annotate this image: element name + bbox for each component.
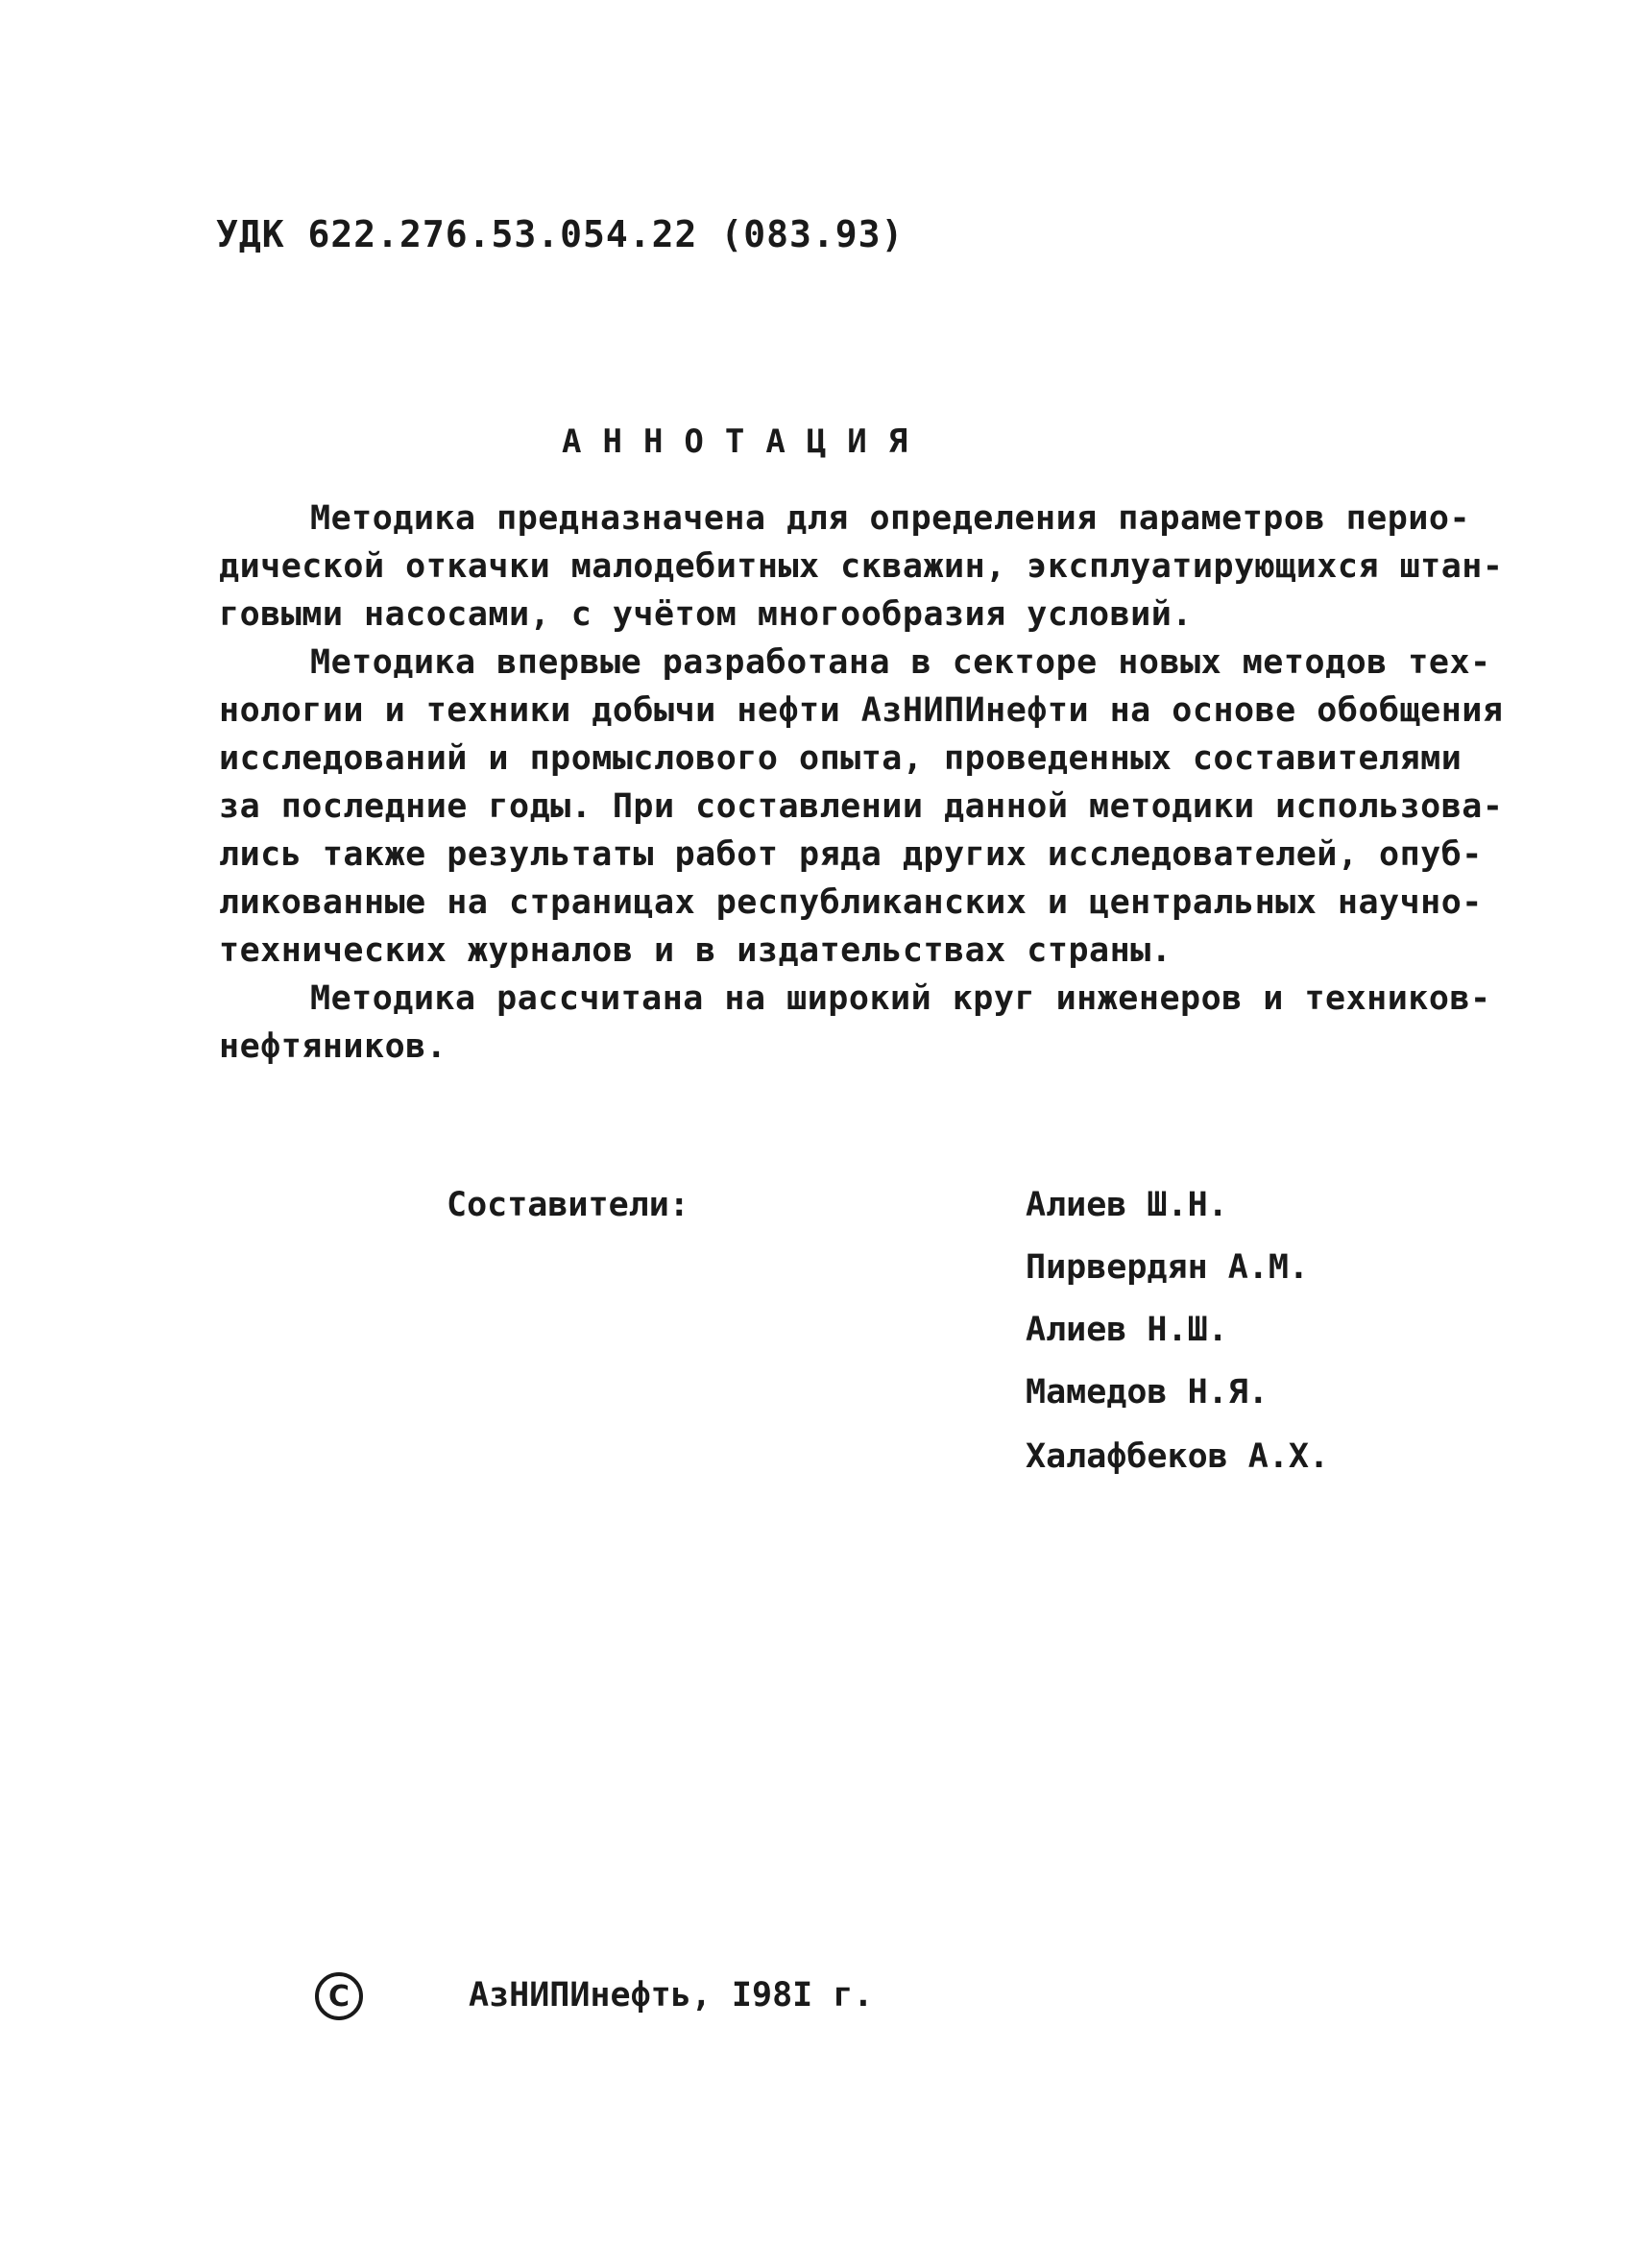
author-name: Мамедов Н.Я. (1026, 1373, 1269, 1411)
body-line: ликованные на страницах республиканских и центральных научно- (219, 883, 1483, 922)
author-name: Халафбеков А.Х. (1026, 1437, 1330, 1476)
body-line: нологии и техники добычи нефти АзНИПИнефти на основе обобщения (219, 691, 1504, 730)
authors-label: Составители: (447, 1186, 689, 1224)
copyright-text: АзНИПИнефть, I98I г. (469, 1976, 874, 2015)
author-name: Алиев Н.Ш. (1026, 1311, 1228, 1349)
body-line: Методика рассчитана на широкий круг инженеров и техников- (310, 979, 1491, 1018)
body-line: нефтяников. (219, 1027, 447, 1066)
body-line: исследований и промыслового опыта, проведенных составителями (219, 739, 1463, 778)
body-line: технических журналов и в издательствах страны. (219, 931, 1173, 970)
annotation-title: АННОТАЦИЯ (562, 422, 930, 461)
body-line: лись также результаты работ ряда других исследователей, опуб- (219, 835, 1483, 874)
author-name: Пирвердян А.М. (1026, 1248, 1310, 1287)
copyright-icon: C (315, 1972, 363, 2020)
author-name: Алиев Ш.Н. (1026, 1186, 1228, 1224)
body-line: Методика впервые разработана в секторе новых методов тех- (310, 643, 1491, 682)
body-line: Методика предназначена для определения параметров перио- (310, 499, 1471, 538)
udk-code: УДК 622.276.53.054.22 (083.93) (216, 213, 905, 255)
body-line: дической откачки малодебитных скважин, эксплуатирующихся штан- (219, 547, 1504, 586)
body-line: за последние годы. При составлении данной методики использова- (219, 787, 1504, 826)
body-line: говыми насосами, с учётом многообразия условий. (219, 595, 1193, 634)
